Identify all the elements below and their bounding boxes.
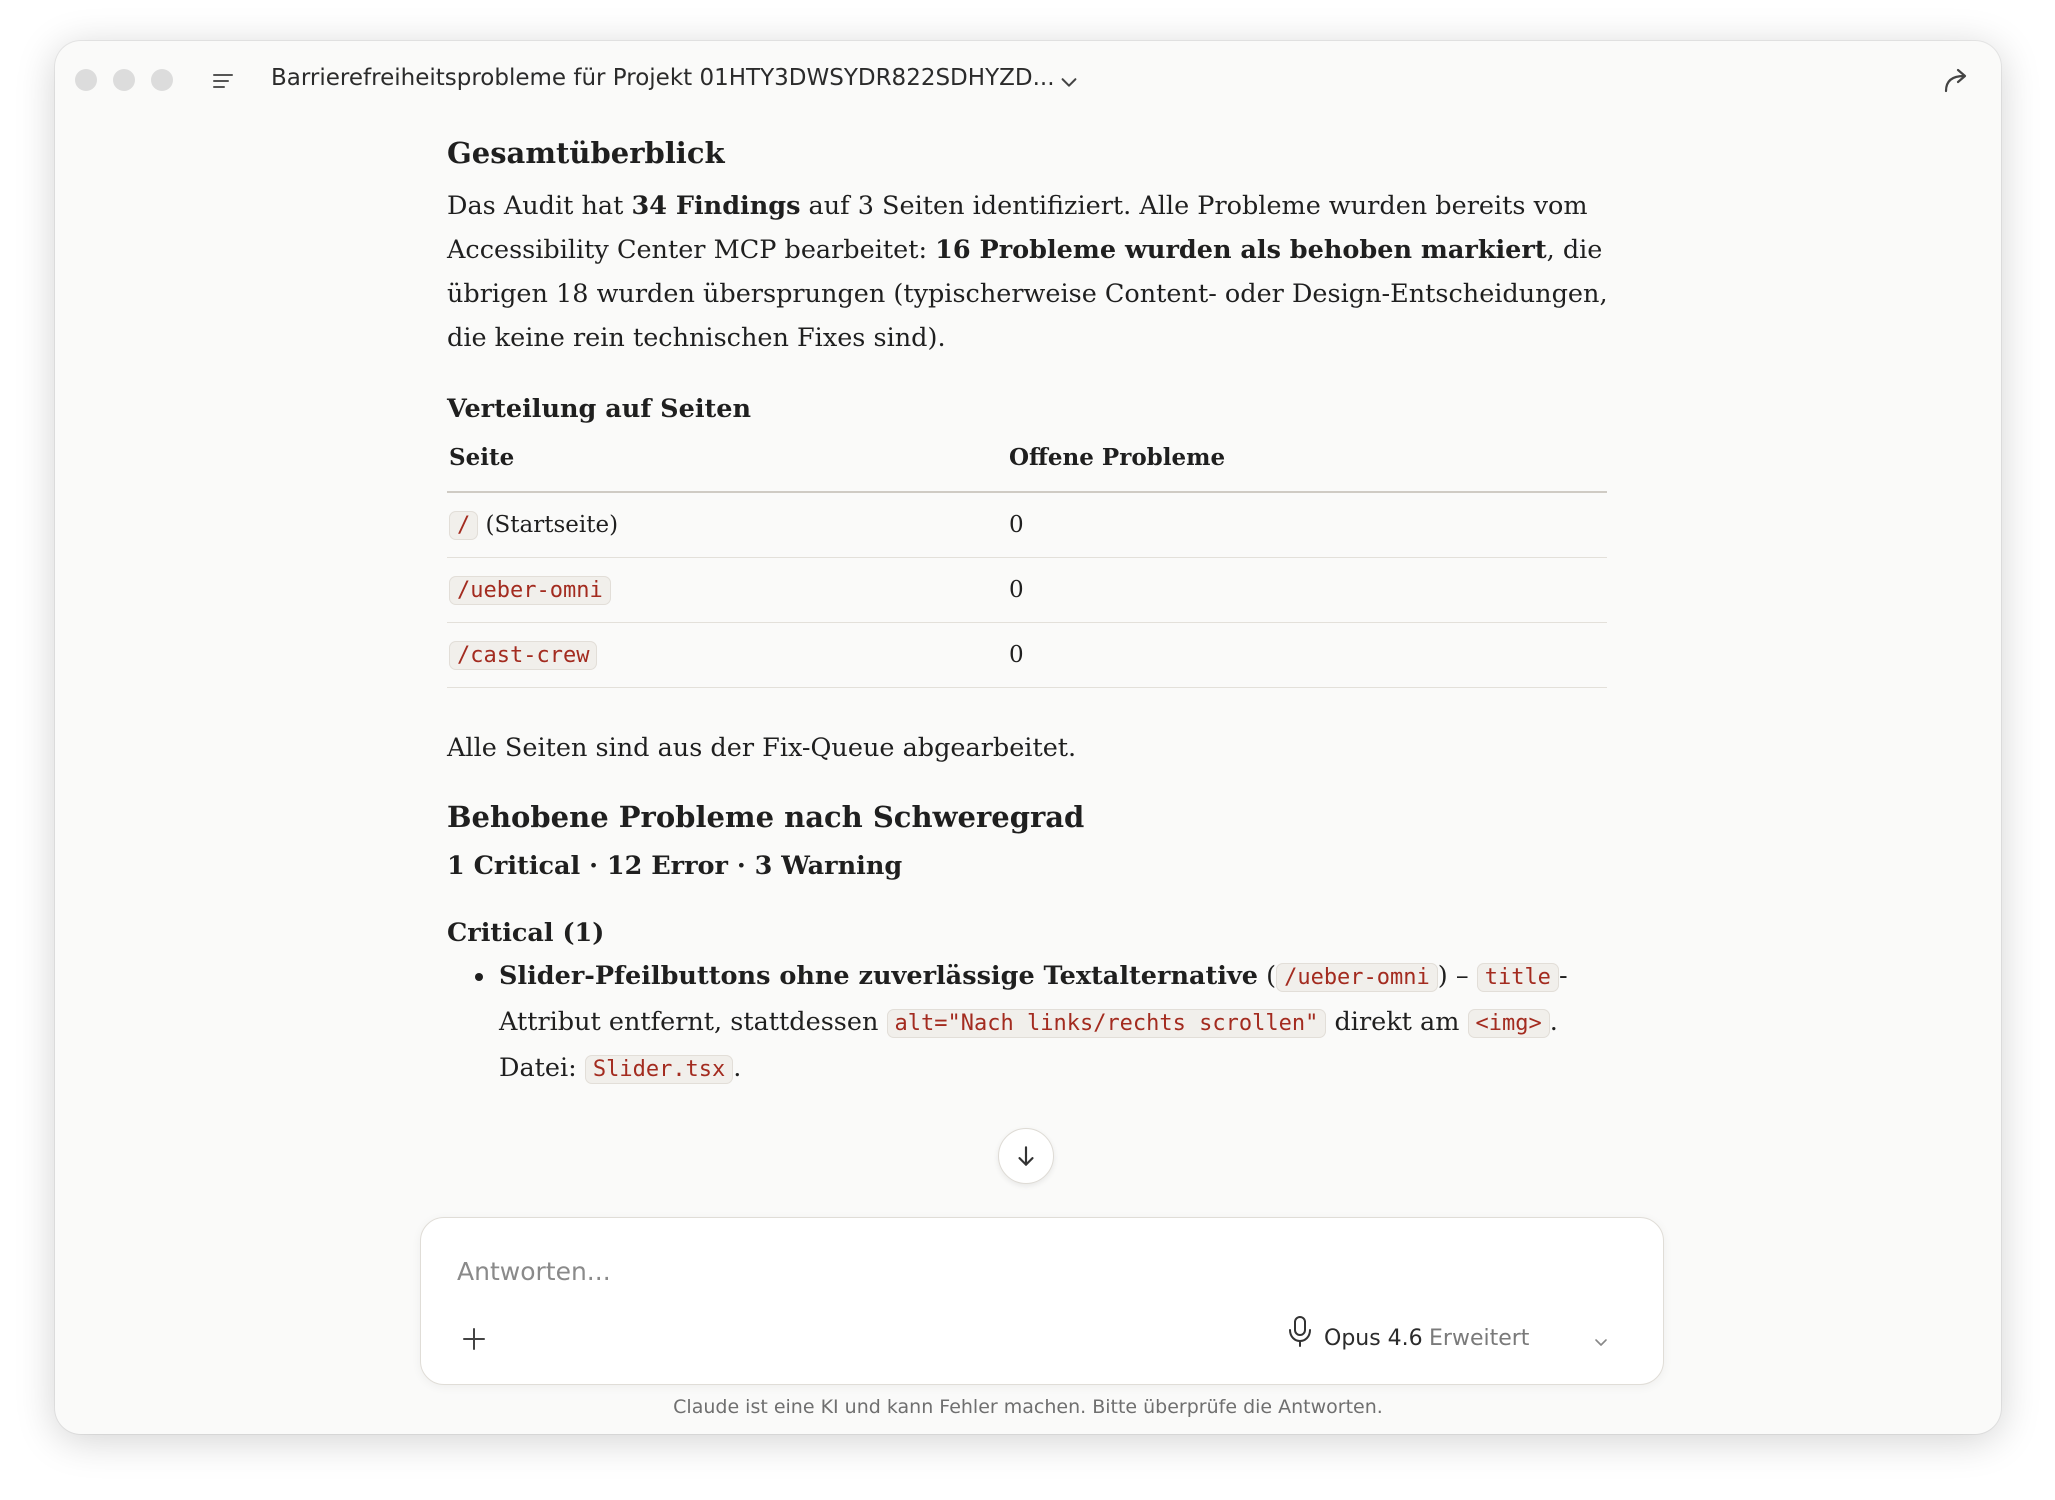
disclaimer: Claude ist eine KI und kann Fehler machen. Bitte überprüfe die Antworten.	[673, 1396, 1383, 1418]
chevron-down-icon[interactable]	[1058, 71, 1080, 93]
reply-input[interactable]	[455, 1250, 1559, 1292]
conversation-title[interactable]: Barrierefreiheitsprobleme für Projekt 01HTY3DWSYDR822SDHYZD...	[271, 65, 1055, 91]
file-code: Slider.tsx	[585, 1055, 733, 1084]
sidebar-toggle-icon[interactable]	[211, 69, 235, 93]
window-minimize-button[interactable]	[113, 69, 135, 91]
open-count: 0	[1007, 492, 1607, 558]
pages-table	[447, 444, 1607, 688]
alt-code: alt="Nach links/rechts scrollen"	[887, 1009, 1327, 1038]
critical-list	[447, 954, 1627, 1092]
issue-title: Slider-Pfeilbuttons ohne zuverlässige Textalternative	[499, 961, 1259, 991]
fixed-count: 16 Probleme wurden als behoben markiert	[935, 235, 1547, 265]
table-header-row	[447, 444, 1607, 492]
text-run: -Attribut entfernt, stattdessen	[499, 961, 1568, 1037]
img-code: <img>	[1468, 1009, 1550, 1038]
table-row	[447, 623, 1607, 688]
text-run: ) –	[1437, 961, 1477, 991]
findings-count: 34 Findings	[631, 191, 801, 221]
scroll-to-bottom-button[interactable]	[998, 1128, 1054, 1184]
column-header-open: Offene Probleme	[1007, 444, 1607, 492]
severity-summary: 1 Critical · 12 Error · 3 Warning	[447, 851, 903, 881]
column-header-page: Seite	[447, 444, 1007, 492]
page-path-code: /ueber-omni	[1276, 963, 1438, 992]
queue-note: Alle Seiten sind aus der Fix-Queue abgearbeitet.	[447, 733, 1077, 763]
open-count: 0	[1007, 558, 1607, 623]
critical-heading: Critical (1)	[447, 918, 605, 948]
microphone-icon[interactable]	[1285, 1314, 1315, 1348]
list-item	[497, 954, 1627, 1092]
text-run: . Datei:	[499, 1007, 1558, 1083]
composer	[420, 1217, 1664, 1385]
overview-heading: Gesamtüberblick	[447, 136, 725, 170]
fixed-heading: Behobene Probleme nach Schweregrad	[447, 800, 1085, 834]
window-close-button[interactable]	[75, 69, 97, 91]
overview-paragraph	[447, 184, 1627, 360]
table-row	[447, 558, 1607, 623]
share-icon[interactable]	[1940, 65, 1972, 97]
window-maximize-button[interactable]	[151, 69, 173, 91]
text-run: .	[733, 1053, 742, 1083]
page-path-code: /cast-crew	[449, 641, 597, 670]
text-run: (	[1258, 961, 1277, 991]
page-path-code: /	[449, 511, 478, 540]
open-count: 0	[1007, 623, 1607, 688]
model-selector[interactable]: Opus 4.6	[1324, 1326, 1423, 1351]
text-run: auf 3 Seiten identifiziert. Alle Probleme wurden bereits vom Accessibility Center MCP bearbeitet:	[447, 191, 1588, 265]
mode-selector[interactable]: Erweitert	[1429, 1326, 1530, 1351]
table-row	[447, 492, 1607, 558]
attr-code: title	[1477, 963, 1559, 992]
plus-icon[interactable]	[459, 1324, 489, 1354]
app-window	[55, 41, 2001, 1434]
page-label: (Startseite)	[478, 512, 619, 538]
page-path-code: /ueber-omni	[449, 576, 611, 605]
text-run: Das Audit hat	[447, 191, 632, 221]
message-content	[447, 136, 1627, 1092]
chevron-down-icon[interactable]	[1593, 1334, 1609, 1350]
arrow-down-icon	[1013, 1143, 1039, 1169]
title-bar	[55, 41, 2001, 121]
distribution-heading: Verteilung auf Seiten	[447, 394, 752, 424]
text-run: , die übrigen 18 wurden übersprungen (typischerweise Content- oder Design-Entscheidungen, die keine rein technischen Fixes sind).	[447, 235, 1608, 353]
text-run: direkt am	[1326, 1007, 1468, 1037]
